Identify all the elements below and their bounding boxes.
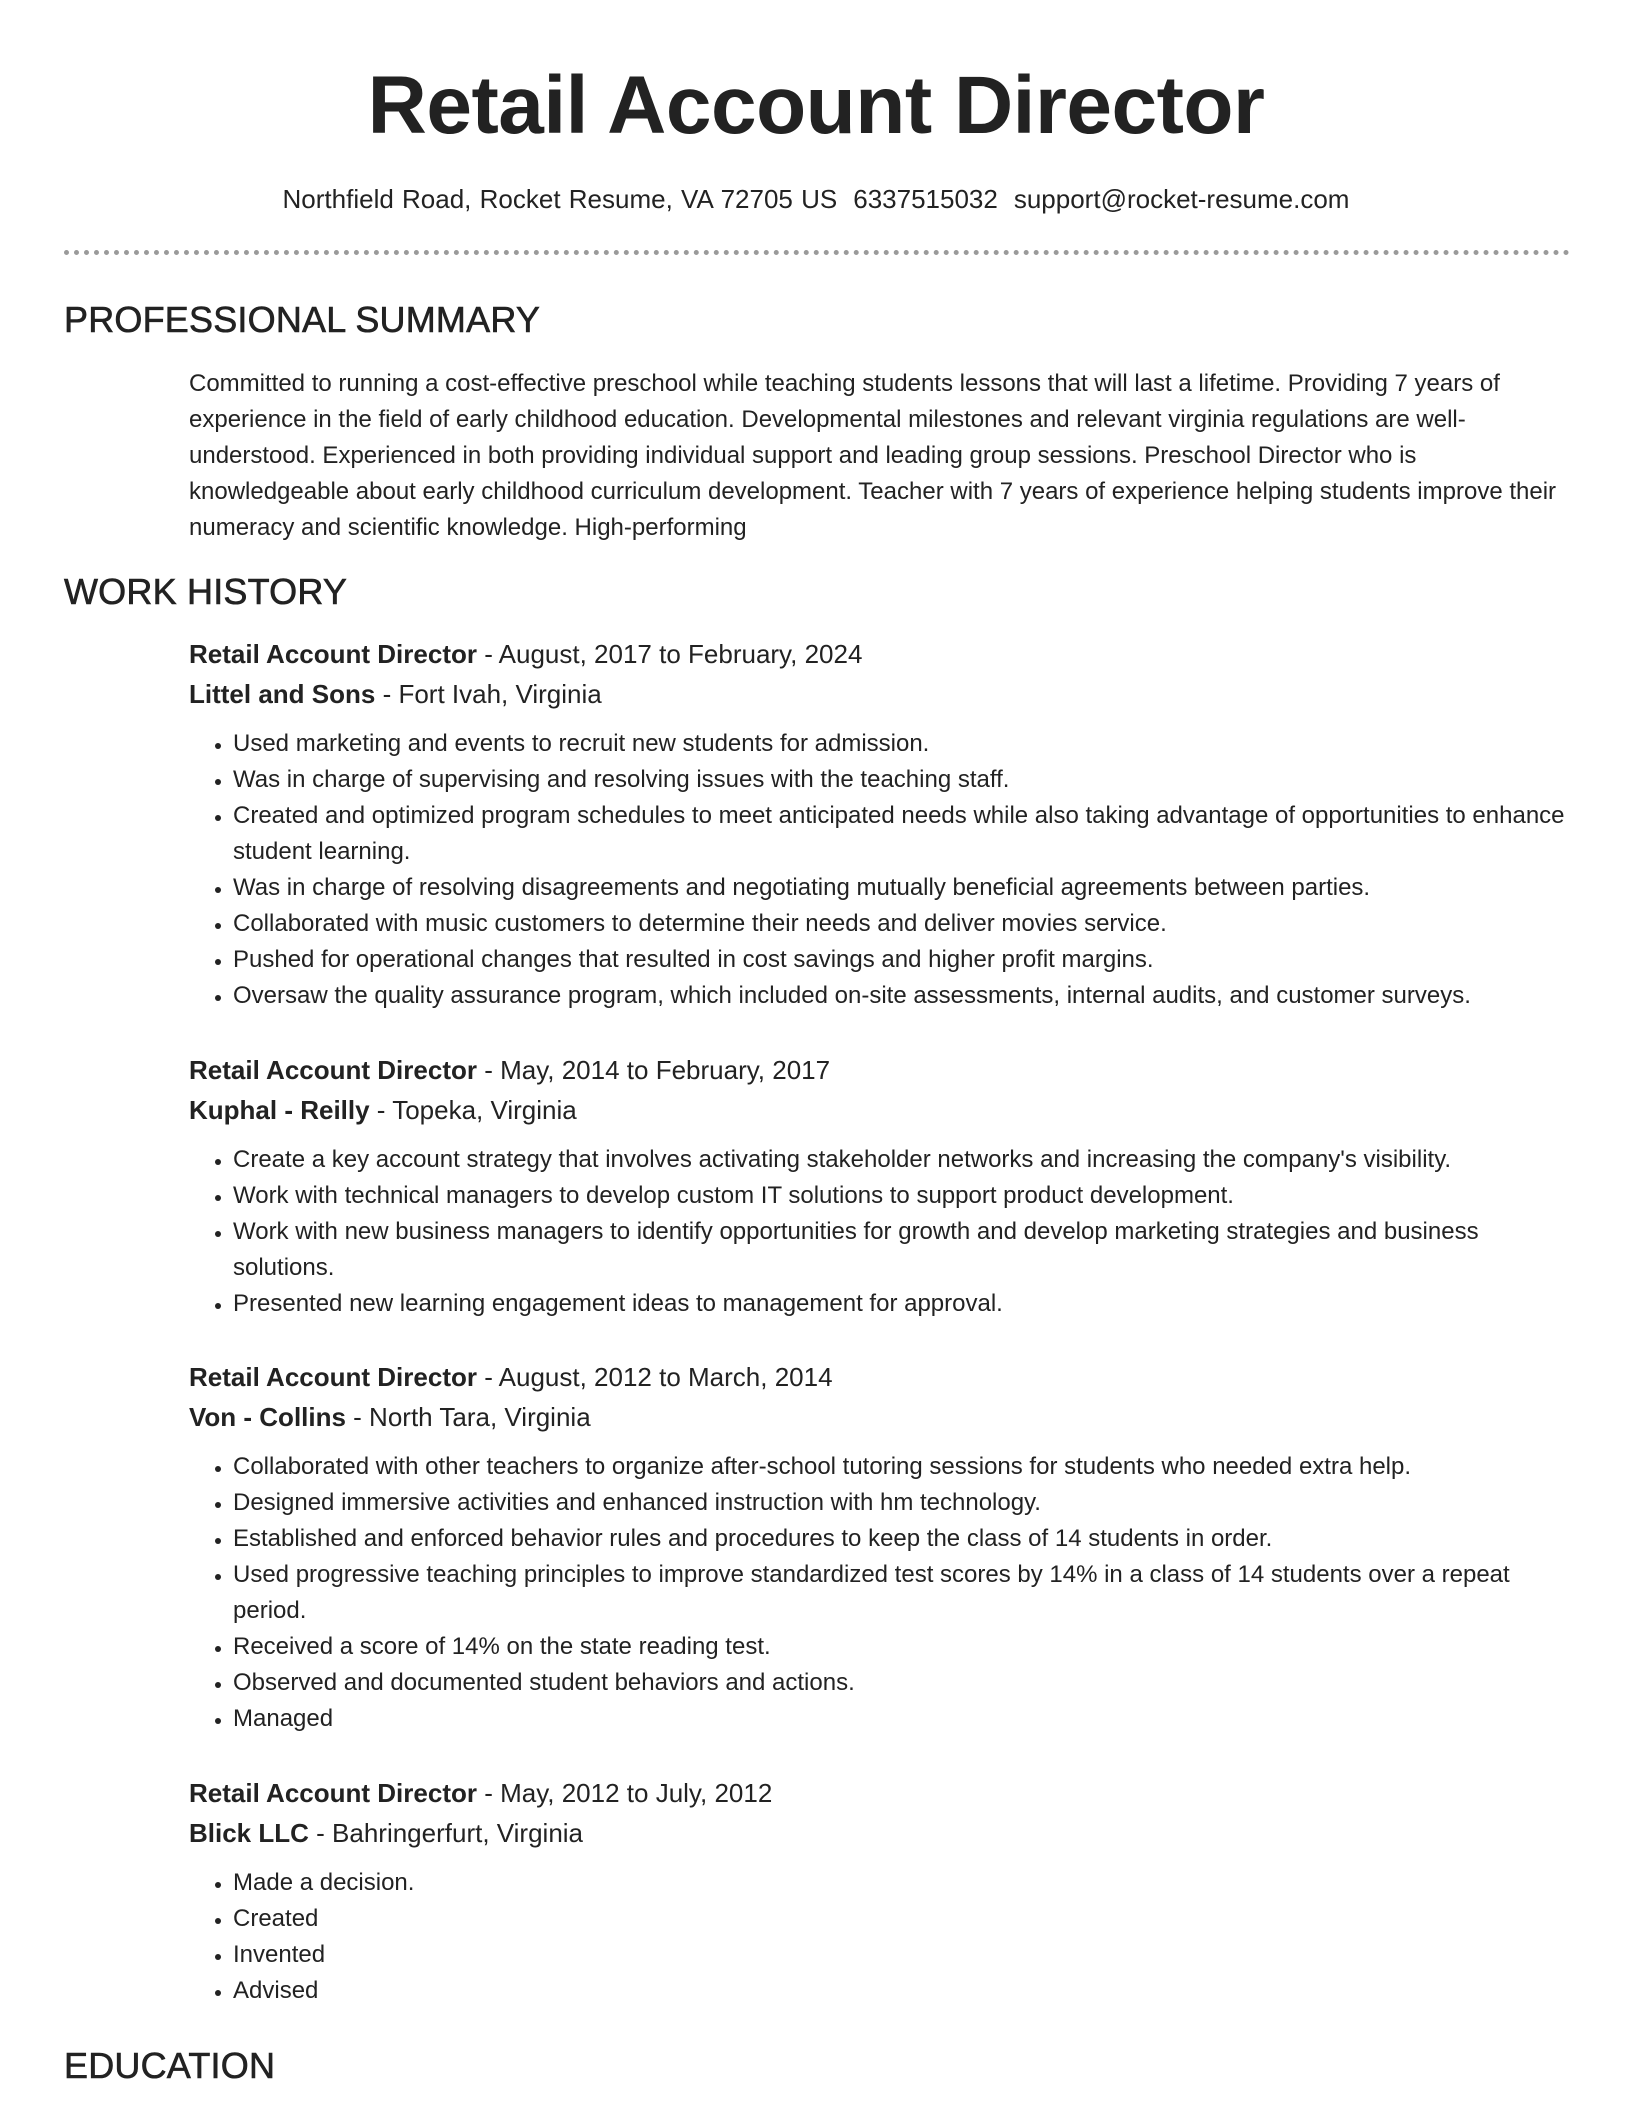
job-company: Von - Collins: [189, 1402, 346, 1432]
job-bullet: • Established and enforced behavior rules and procedures to keep the class of 14 students in order.: [233, 1521, 1569, 1557]
job-company: Blick LLC: [189, 1818, 309, 1848]
summary-heading: PROFESSIONAL SUMMARY: [64, 299, 541, 340]
job-bullet: • Was in charge of supervising and resolving issues with the teaching staff.: [233, 762, 1569, 798]
job-bullet: • Oversaw the quality assurance program, which included on-site assessments, internal audits, and customer surveys.: [233, 978, 1569, 1014]
job-company-line: [189, 1090, 1569, 1130]
job-location: - Topeka, Virginia: [369, 1095, 577, 1125]
job-bullet: • Collaborated with music customers to determine their needs and deliver movies service.: [233, 906, 1569, 942]
job-company-line: [189, 1397, 1569, 1437]
job-dates: - May, 2012 to July, 2012: [476, 1778, 773, 1808]
job-bullet: • Used progressive teaching principles to improve standardized test scores by 14% in a class of 14 students over a repeat period.: [233, 1557, 1569, 1629]
job-company-line: [189, 1813, 1569, 1853]
job-role: Retail Account Director: [189, 1778, 477, 1808]
job-bullet: • Work with new business managers to identify opportunities for growth and develop marketing strategies and business solutions.: [233, 1214, 1569, 1286]
job-bullet: • Designed immersive activities and enhanced instruction with hm technology.: [233, 1485, 1569, 1521]
header-divider: [64, 250, 1570, 255]
job-title-line: [189, 1773, 1569, 1813]
job-company: Littel and Sons: [189, 679, 376, 709]
job-entry-1: [189, 634, 1569, 1014]
job-bullet: • Created and optimized program schedules to meet anticipated needs while also taking advantage of opportunities to enhance student learning.: [233, 798, 1569, 870]
job-bullet: • Observed and documented student behaviors and actions.: [233, 1665, 1569, 1701]
job-role: Retail Account Director: [189, 1362, 477, 1392]
job-bullet: • Made a decision.: [233, 1865, 1569, 1901]
job-company-line: [189, 674, 1569, 714]
job-entry-2: [189, 1050, 1569, 1322]
job-location: - Fort Ivah, Virginia: [375, 679, 602, 709]
job-bullet: • Managed: [233, 1701, 1569, 1737]
job-bullet: • Pushed for operational changes that resulted in cost savings and higher profit margins.: [233, 942, 1569, 978]
job-entry-3: [189, 1357, 1569, 1737]
job-bullet: • Collaborated with other teachers to organize after-school tutoring sessions for students who needed extra help.: [233, 1449, 1569, 1485]
contact-phone: 6337515032: [853, 184, 998, 214]
summary-text: Committed to running a cost-effective preschool while teaching students lessons that will last a lifetime. Providing 7 years of experience in the field of early childhood education. Developmental milestones and relevant virginia regulations are well-understood. Experienced in both providing individual support and leading group sessions. Preschool Director who is knowledgeable about early childhood curriculum development. Teacher with 7 years of experience helping students improve their numeracy and scientific knowledge. High-performing: [189, 370, 1557, 541]
job-bullet: • Create a key account strategy that involves activating stakeholder networks and increasing the company's visibility.: [233, 1142, 1569, 1178]
job-bullet: • Advised: [233, 1973, 1569, 2009]
job-entry-4: [189, 1773, 1569, 2009]
job-location: - Bahringerfurt, Virginia: [308, 1818, 584, 1848]
job-company: Kuphal - Reilly: [189, 1095, 370, 1125]
job-bullet: • Used marketing and events to recruit new students for admission.: [233, 726, 1569, 762]
job-bullet: • Created: [233, 1901, 1569, 1937]
job-bullet: • Work with technical managers to develop custom IT solutions to support product development.: [233, 1178, 1569, 1214]
job-bullet: • Presented new learning engagement ideas to management for approval.: [233, 1286, 1569, 1322]
job-dates: - August, 2012 to March, 2014: [476, 1362, 833, 1392]
job-bullet: • Invented: [233, 1937, 1569, 1973]
contact-email: support@rocket-resume.com: [1013, 184, 1350, 214]
job-dates: - May, 2014 to February, 2017: [476, 1055, 831, 1085]
candidate-name: Retail Account Director: [367, 60, 1265, 151]
job-role: Retail Account Director: [189, 1055, 477, 1085]
job-title-line: [189, 634, 1569, 674]
contact-address: Northfield Road, Rocket Resume, VA 72705 US: [282, 184, 838, 214]
contact-line: [0, 182, 1632, 216]
job-title-line: [189, 1050, 1569, 1090]
job-bullets: [189, 1865, 1569, 2009]
job-bullets: [189, 1142, 1569, 1322]
job-location: - North Tara, Virginia: [345, 1402, 591, 1432]
job-bullet: • Received a score of 14% on the state reading test.: [233, 1629, 1569, 1665]
job-bullet: • Was in charge of resolving disagreements and negotiating mutually beneficial agreements between parties.: [233, 870, 1569, 906]
job-role: Retail Account Director: [189, 639, 477, 669]
job-bullets: [189, 726, 1569, 1014]
job-dates: - August, 2017 to February, 2024: [476, 639, 863, 669]
work-history-heading: WORK HISTORY: [64, 571, 348, 612]
job-bullets: [189, 1449, 1569, 1737]
job-title-line: [189, 1357, 1569, 1397]
education-heading: EDUCATION: [64, 2045, 276, 2086]
